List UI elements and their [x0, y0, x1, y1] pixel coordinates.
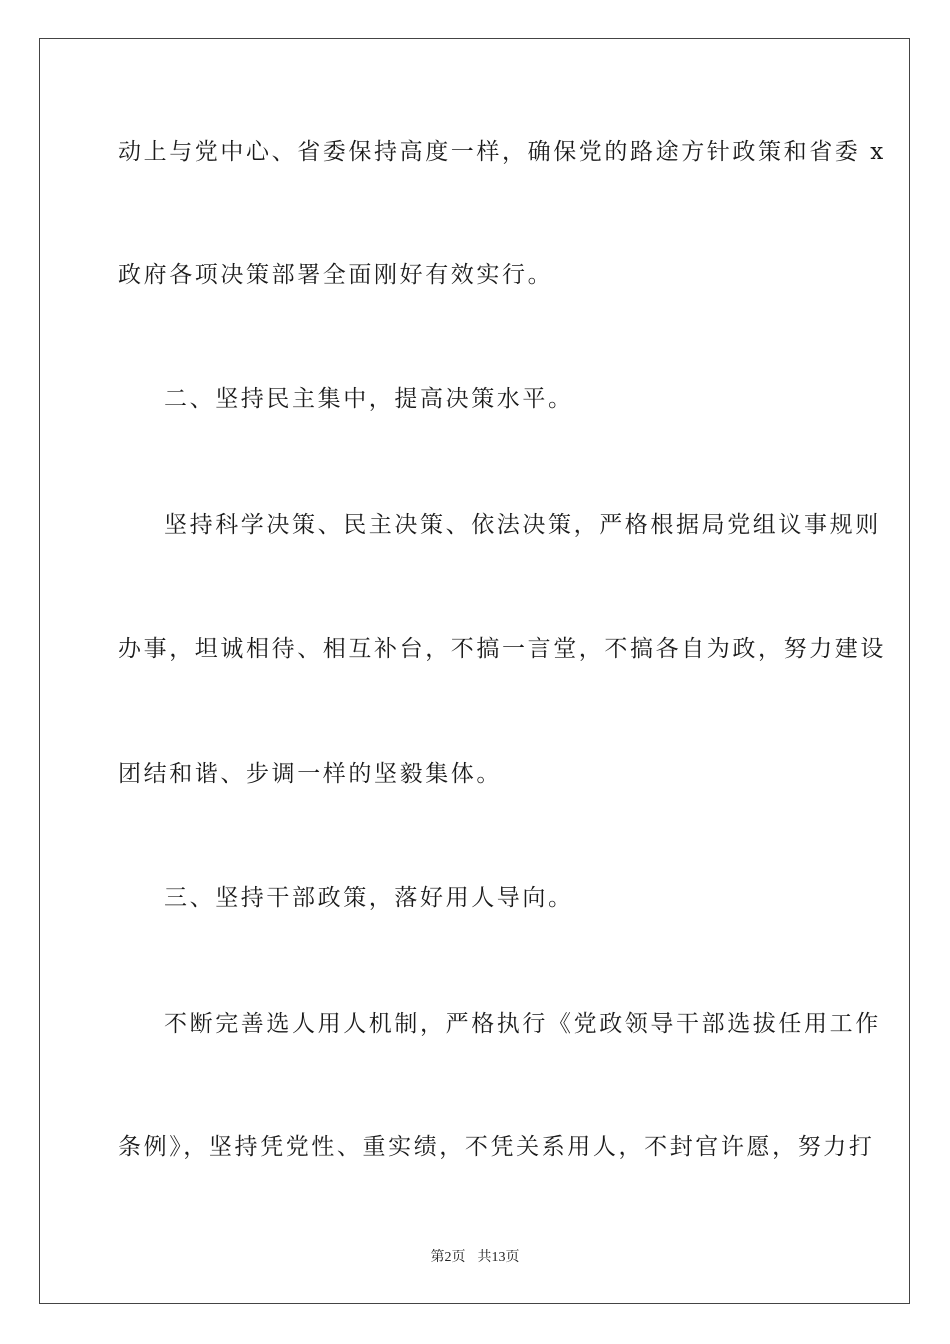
text-line: 不断完善选人用人机制，严格执行《党政领导干部选拔任用工作 — [164, 1011, 881, 1037]
section-heading: 二、坚持民主集中，提高决策水平。 — [164, 386, 574, 412]
page-total: 共13页 — [477, 1250, 520, 1265]
page-border — [39, 38, 910, 1304]
page-number: 第2页 — [430, 1250, 466, 1265]
text-line: 动上与党中心、省委保持高度一样，确保党的路途方针政策和省委 x — [118, 139, 886, 165]
text-line: 团结和谐、步调一样的坚毅集体。 — [118, 761, 502, 787]
page-footer — [0, 1246, 950, 1266]
text-line: 办事，坦诚相待、相互补台，不搞一言堂，不搞各自为政，努力建设 — [118, 636, 886, 662]
text-line: 政府各项决策部署全面刚好有效实行。 — [118, 262, 554, 288]
text-line: 坚持科学决策、民主决策、依法决策，严格根据局党组议事规则 — [164, 512, 881, 538]
text-line: 条例》，坚持凭党性、重实绩，不凭关系用人，不封官许愿，努力打 — [118, 1134, 875, 1160]
section-heading: 三、坚持干部政策，落好用人导向。 — [164, 885, 574, 911]
